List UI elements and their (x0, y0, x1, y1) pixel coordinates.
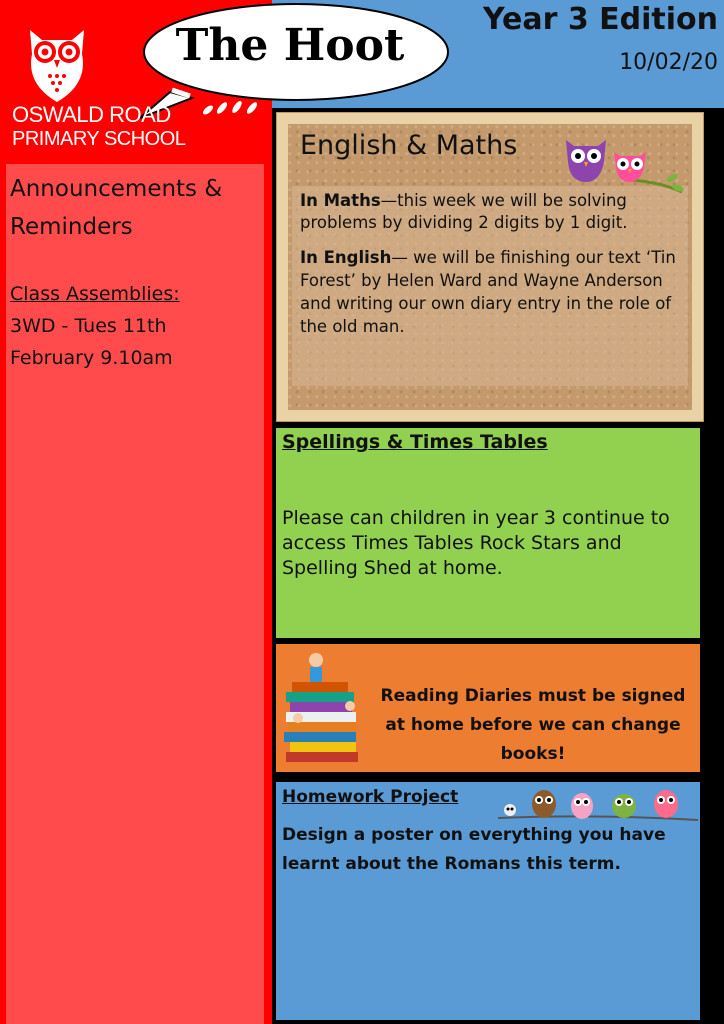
newsletter-title: The Hoot (175, 20, 405, 71)
school-name-line1: OSWALD ROAD (12, 102, 171, 127)
homework-body: Design a poster on everything you have learnt about the Romans this term. (282, 825, 666, 874)
spellings-body: Please can children in year 3 continue to access Times Tables Rock Stars and Spelling Shed at home. (282, 507, 670, 579)
english-label: In English (300, 248, 392, 267)
english-text: — we will be finishing our text ‘Tin Forest’ by Helen Ward and Wayne Anderson and writing our own diary entry in the role of the old man. (300, 248, 676, 336)
english-maths-title: English & Maths (300, 130, 518, 161)
announcements-title: Announcements & Reminders (10, 176, 223, 240)
maths-text: —this week we will be solving problems by dividing 2 digits by 1 digit. (300, 191, 628, 232)
maths-paragraph (300, 190, 680, 234)
homework-title: Homework Project (282, 787, 459, 807)
spellings-title: Spellings & Times Tables (282, 431, 548, 453)
reading-notice: Reading Diaries must be signed at home before we can change books! (380, 686, 686, 764)
assembly-line: 3WD - Tues 11th (10, 315, 167, 337)
leaves-icon (200, 96, 268, 120)
assembly-line: February 9.10am (10, 347, 173, 369)
english-paragraph (300, 246, 680, 338)
assemblies-label: Class Assemblies: (10, 283, 180, 305)
book-stack-icon (280, 648, 364, 766)
owls-row-icon (498, 784, 698, 826)
owl-logo-icon (22, 24, 92, 106)
owls-on-branch-icon (560, 132, 684, 196)
announcements-panel (6, 164, 264, 1024)
school-name-line2: PRIMARY SCHOOL (12, 128, 186, 150)
issue-date: 10/02/20 (619, 50, 718, 75)
edition-label: Year 3 Edition (483, 2, 718, 37)
maths-label: In Maths (300, 191, 381, 210)
